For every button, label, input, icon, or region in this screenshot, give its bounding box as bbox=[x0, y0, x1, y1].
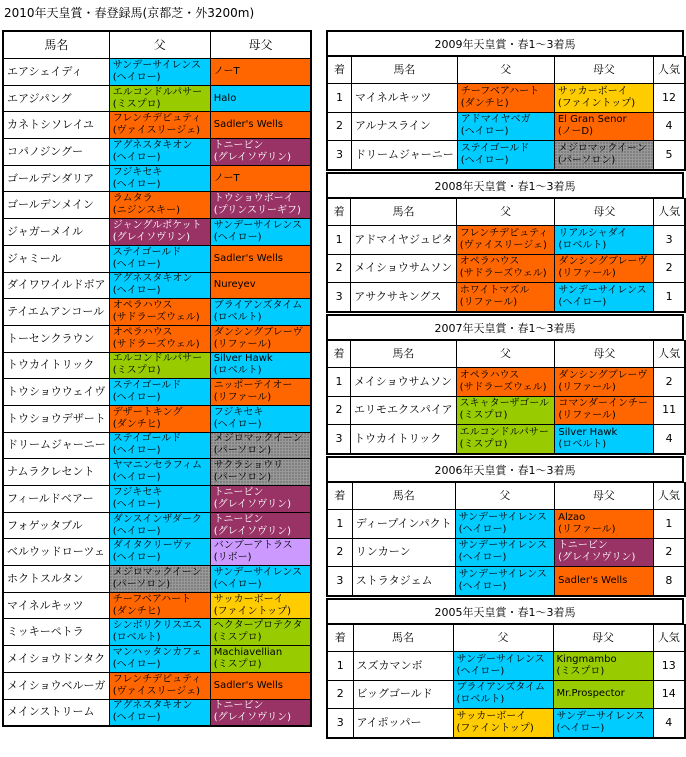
popularity-cell: 2 bbox=[654, 254, 685, 283]
table-row bbox=[3, 59, 311, 86]
horse-name: リンカーン bbox=[352, 538, 455, 567]
horse-header: 馬名 bbox=[352, 483, 455, 510]
table-row bbox=[3, 512, 311, 539]
table-row bbox=[327, 652, 685, 681]
sire-cell: スキャターザゴール (ミスプロ) bbox=[456, 396, 555, 425]
damsire-cell: ノーT bbox=[210, 59, 311, 86]
damsire-cell: サッカーボーイ (ファイントップ) bbox=[554, 84, 653, 113]
year-title: 2009年天皇賞・春1～3着馬 bbox=[326, 30, 684, 56]
horse-name: ビッグゴールド bbox=[353, 680, 453, 709]
damsire-cell: サンデーサイレンス (ヘイロー) bbox=[210, 219, 311, 246]
horse-name: マイネルキッツ bbox=[351, 84, 457, 113]
year-title: 2008年天皇賞・春1～3着馬 bbox=[326, 172, 684, 198]
table-row bbox=[3, 486, 311, 513]
sire-cell: シンボリクリスエス (ロベルト) bbox=[109, 619, 210, 646]
rank-cell: 1 bbox=[327, 652, 353, 681]
horse-name: フィールドベアー bbox=[3, 486, 109, 513]
table-row bbox=[327, 709, 685, 738]
rank-cell: 3 bbox=[327, 709, 353, 738]
sire-cell: デザートキング (ダンチヒ) bbox=[109, 405, 210, 432]
horse-header: 馬名 bbox=[353, 625, 453, 652]
table-row bbox=[3, 459, 311, 486]
popularity-cell: 5 bbox=[653, 141, 685, 170]
horse-name: ゴールデンメイン bbox=[3, 192, 109, 219]
sire-cell: フレンチデピュティ (ヴァイスリージェ) bbox=[456, 226, 555, 255]
table-row bbox=[3, 566, 311, 593]
popularity-cell: 13 bbox=[653, 652, 685, 681]
damsire-cell: ヘクタープロテクタ (ミスプロ) bbox=[210, 619, 311, 646]
rank-cell: 3 bbox=[327, 283, 351, 312]
table-row bbox=[3, 352, 311, 379]
horse-name: メイショウドンタク bbox=[3, 646, 109, 673]
damsire-header: 母父 bbox=[554, 57, 653, 84]
sire-cell: ステイゴールド (ヘイロー) bbox=[457, 141, 554, 170]
damsire-header: 母父 bbox=[555, 483, 654, 510]
sire-header: 父 bbox=[455, 483, 555, 510]
popularity-cell: 8 bbox=[653, 567, 685, 596]
horse-name: ドリームジャーニー bbox=[351, 141, 457, 170]
table-row bbox=[3, 432, 311, 459]
rank-header: 着 bbox=[327, 57, 351, 84]
damsire-cell: トニービン (グレイソヴリン) bbox=[210, 512, 311, 539]
popularity-cell: 1 bbox=[654, 283, 685, 312]
sire-header: 父 bbox=[453, 625, 553, 652]
year-results-table bbox=[326, 482, 686, 597]
popularity-cell: 1 bbox=[653, 510, 685, 539]
table-row bbox=[327, 396, 685, 425]
horse-name: ナムラクレセント bbox=[3, 459, 109, 486]
sire-cell: アグネスタキオン (ヘイロー) bbox=[109, 139, 210, 166]
table-row bbox=[3, 272, 311, 299]
horse-name: ディープインパクト bbox=[352, 510, 455, 539]
damsire-cell: Machiavellian (ミスプロ) bbox=[210, 646, 311, 673]
horse-name: フォゲッタブル bbox=[3, 512, 109, 539]
damsire-cell: Nureyev bbox=[210, 272, 311, 299]
horse-name: コパノジングー bbox=[3, 139, 109, 166]
damsire-cell: トウショウボーイ (プリンスリーギフ) bbox=[210, 192, 311, 219]
sire-cell: サンデーサイレンス (ヘイロー) bbox=[455, 567, 555, 596]
horse-name: ストラタジェム bbox=[352, 567, 455, 596]
horse-name: ドリームジャーニー bbox=[3, 432, 109, 459]
sire-cell: ステイゴールド (ヘイロー) bbox=[109, 432, 210, 459]
sire-header: 父 bbox=[456, 199, 555, 226]
damsire-cell: Sadler's Wells bbox=[210, 112, 311, 139]
damsire-cell: Sadler's Wells bbox=[555, 567, 654, 596]
sire-cell: フジキセキ (ヘイロー) bbox=[109, 486, 210, 513]
horse-header: 馬名 bbox=[351, 341, 457, 368]
table-row bbox=[3, 325, 311, 352]
horse-name: テイエムアンコール bbox=[3, 299, 109, 326]
sire-cell: サンデーサイレンス (ヘイロー) bbox=[453, 652, 553, 681]
year-results-table bbox=[326, 340, 686, 455]
horse-name: メイショウサムソン bbox=[351, 368, 457, 397]
horse-name: トーセンクラウン bbox=[3, 325, 109, 352]
horse-name: メイショウベルーガ bbox=[3, 672, 109, 699]
sire-cell: ホワイトマズル (リファール) bbox=[456, 283, 555, 312]
horse-name: トウショウウェイヴ bbox=[3, 379, 109, 406]
horse-name: メイショウサムソン bbox=[351, 254, 456, 283]
horse-name: トウショウデザート bbox=[3, 405, 109, 432]
damsire-cell: Halo bbox=[210, 85, 311, 112]
table-row bbox=[327, 567, 685, 596]
table-row bbox=[3, 379, 311, 406]
table-row bbox=[3, 85, 311, 112]
table-row bbox=[3, 219, 311, 246]
table-row bbox=[327, 141, 685, 170]
table-row bbox=[327, 283, 685, 312]
damsire-cell: Mr.Prospector bbox=[553, 680, 653, 709]
horse-name: ジャガーメイル bbox=[3, 219, 109, 246]
table-row bbox=[327, 425, 685, 454]
table-row bbox=[327, 680, 685, 709]
results-header-row bbox=[327, 57, 685, 84]
rank-cell: 1 bbox=[327, 84, 351, 113]
sire-cell: サンデーサイレンス (ヘイロー) bbox=[455, 510, 555, 539]
horse-name: アルナスライン bbox=[351, 112, 457, 141]
damsire-cell: サクラショウリ (パーソロン) bbox=[210, 459, 311, 486]
header-damsire: 母父 bbox=[210, 31, 311, 59]
popularity-cell: 4 bbox=[653, 112, 685, 141]
rank-cell: 2 bbox=[327, 538, 352, 567]
damsire-header: 母父 bbox=[555, 199, 654, 226]
popularity-header: 人気 bbox=[653, 625, 685, 652]
horse-name: エアシェイディ bbox=[3, 59, 109, 86]
horse-name: ダイワワイルドボア bbox=[3, 272, 109, 299]
table-row bbox=[3, 672, 311, 699]
damsire-cell: コマンダーインチー (リファール) bbox=[555, 396, 654, 425]
rank-header: 着 bbox=[327, 199, 351, 226]
damsire-cell: Silver Hawk (ロベルト) bbox=[555, 425, 654, 454]
damsire-cell: Kingmambo (ミスプロ) bbox=[553, 652, 653, 681]
sire-cell: サッカーボーイ (ファイントップ) bbox=[453, 709, 553, 738]
damsire-cell: ノーT bbox=[210, 165, 311, 192]
horse-name: ベルウッドローツェ bbox=[3, 539, 109, 566]
horse-header: 馬名 bbox=[351, 199, 456, 226]
horse-name: マイネルキッツ bbox=[3, 592, 109, 619]
rank-cell: 1 bbox=[327, 510, 352, 539]
sire-cell: オペラハウス (サドラーズウェル) bbox=[109, 299, 210, 326]
sire-cell: ラムタラ (ニジンスキー) bbox=[109, 192, 210, 219]
damsire-cell: ダンシングブレーヴ (リファール) bbox=[555, 368, 654, 397]
sire-cell: フジキセキ (ヘイロー) bbox=[109, 165, 210, 192]
sire-cell: エルコンドルパサー (ミスプロ) bbox=[456, 425, 555, 454]
damsire-header: 母父 bbox=[555, 341, 654, 368]
horse-name: アドマイヤジュピタ bbox=[351, 226, 456, 255]
horse-name: カネトシソレイユ bbox=[3, 112, 109, 139]
year-title: 2005年天皇賞・春1～3着馬 bbox=[326, 598, 684, 624]
damsire-cell: El Gran Senor (ノーD) bbox=[554, 112, 653, 141]
horse-name: メインストリーム bbox=[3, 699, 109, 726]
sire-cell: アグネスタキオン (ヘイロー) bbox=[109, 272, 210, 299]
popularity-cell: 11 bbox=[654, 396, 685, 425]
rank-cell: 2 bbox=[327, 112, 351, 141]
damsire-cell: サンデーサイレンス (ヘイロー) bbox=[553, 709, 653, 738]
sire-cell: チーフベアハート (ダンチヒ) bbox=[457, 84, 554, 113]
horse-name: ゴールデンダリア bbox=[3, 165, 109, 192]
damsire-cell: メジロマックイーン (パーソロン) bbox=[210, 432, 311, 459]
results-header-row bbox=[327, 341, 685, 368]
damsire-cell: Alzao (リファール) bbox=[555, 510, 654, 539]
year-results-block bbox=[326, 314, 686, 455]
table-row bbox=[3, 646, 311, 673]
horse-name: アサクサキングス bbox=[351, 283, 456, 312]
sire-cell: サンデーサイレンス (ヘイロー) bbox=[455, 538, 555, 567]
table-row bbox=[3, 299, 311, 326]
sire-cell: マンハッタンカフェ (ヘイロー) bbox=[109, 646, 210, 673]
damsire-cell: Silver Hawk (ロベルト) bbox=[210, 352, 311, 379]
horse-header: 馬名 bbox=[351, 57, 457, 84]
damsire-cell: サンデーサイレンス (ヘイロー) bbox=[210, 566, 311, 593]
rank-header: 着 bbox=[327, 341, 351, 368]
table-row bbox=[327, 254, 685, 283]
sire-cell: オペラハウス (サドラーズウェル) bbox=[456, 368, 555, 397]
sire-header: 父 bbox=[456, 341, 555, 368]
sire-header: 父 bbox=[457, 57, 554, 84]
results-header-row bbox=[327, 483, 685, 510]
sire-cell: ヤマニンセラフィム (ヘイロー) bbox=[109, 459, 210, 486]
popularity-cell: 2 bbox=[653, 538, 685, 567]
table-row bbox=[3, 699, 311, 726]
year-results-table bbox=[326, 56, 686, 171]
damsire-cell: フジキセキ (ヘイロー) bbox=[210, 405, 311, 432]
horse-name: エアジパング bbox=[3, 85, 109, 112]
damsire-header: 母父 bbox=[553, 625, 653, 652]
year-results-block bbox=[326, 456, 686, 597]
damsire-cell: トニービン (グレイソヴリン) bbox=[210, 139, 311, 166]
header-sire: 父 bbox=[109, 31, 210, 59]
damsire-cell: サンデーサイレンス (ヘイロー) bbox=[555, 283, 654, 312]
sire-cell: フレンチデピュティ (ヴァイスリージェ) bbox=[109, 112, 210, 139]
damsire-cell: サッカーボーイ (ファイントップ) bbox=[210, 592, 311, 619]
popularity-cell: 14 bbox=[653, 680, 685, 709]
popularity-cell: 12 bbox=[653, 84, 685, 113]
popularity-header: 人気 bbox=[654, 199, 685, 226]
sire-cell: メジロマックイーン (パーソロン) bbox=[109, 566, 210, 593]
popularity-cell: 4 bbox=[653, 709, 685, 738]
table-row bbox=[3, 112, 311, 139]
sire-cell: オペラハウス (サドラーズウェル) bbox=[109, 325, 210, 352]
rank-cell: 2 bbox=[327, 680, 353, 709]
rank-cell: 2 bbox=[327, 396, 351, 425]
sire-cell: エルコンドルパサー (ミスプロ) bbox=[109, 352, 210, 379]
damsire-cell: トニービン (グレイソヴリン) bbox=[555, 538, 654, 567]
horse-name: ホクトスルタン bbox=[3, 566, 109, 593]
year-results-table bbox=[326, 198, 686, 313]
damsire-cell: バンブーアトラス (リボー) bbox=[210, 539, 311, 566]
sire-cell: エルコンドルパサー (ミスプロ) bbox=[109, 85, 210, 112]
sire-cell: ステイゴールド (ヘイロー) bbox=[109, 245, 210, 272]
table-row bbox=[3, 139, 311, 166]
table-row bbox=[3, 405, 311, 432]
horse-name: ジャミール bbox=[3, 245, 109, 272]
year-title: 2007年天皇賞・春1～3着馬 bbox=[326, 314, 684, 340]
header-horse: 馬名 bbox=[3, 31, 109, 59]
horse-name: アイポッパー bbox=[353, 709, 453, 738]
table-row bbox=[3, 165, 311, 192]
table-row bbox=[3, 539, 311, 566]
popularity-header: 人気 bbox=[653, 57, 685, 84]
table-row bbox=[3, 619, 311, 646]
year-results-block bbox=[326, 172, 686, 313]
sire-cell: ダイタクリーヴァ (ヘイロー) bbox=[109, 539, 210, 566]
year-results-block bbox=[326, 30, 686, 171]
horse-name: スズカマンボ bbox=[353, 652, 453, 681]
sire-cell: アドマイヤベガ (ヘイロー) bbox=[457, 112, 554, 141]
damsire-cell: リアルシャダイ (ロベルト) bbox=[555, 226, 654, 255]
rank-header: 着 bbox=[327, 625, 353, 652]
year-results-block bbox=[326, 598, 686, 739]
popularity-header: 人気 bbox=[654, 341, 685, 368]
damsire-cell: トニービン (グレイソヴリン) bbox=[210, 486, 311, 513]
sire-cell: サンデーサイレンス (ヘイロー) bbox=[109, 59, 210, 86]
rank-header: 着 bbox=[327, 483, 352, 510]
damsire-cell: Sadler's Wells bbox=[210, 672, 311, 699]
horse-name: エリモエクスパイア bbox=[351, 396, 457, 425]
year-results-table bbox=[326, 624, 686, 739]
results-header-row bbox=[327, 625, 685, 652]
sire-cell: ジャングルポケット (グレイソヴリン) bbox=[109, 219, 210, 246]
table-row bbox=[3, 245, 311, 272]
damsire-cell: ダンシングブレーヴ (リファール) bbox=[210, 325, 311, 352]
sire-cell: オペラハウス (サドラーズウェル) bbox=[456, 254, 555, 283]
rank-cell: 2 bbox=[327, 254, 351, 283]
rank-cell: 3 bbox=[327, 141, 351, 170]
popularity-cell: 2 bbox=[654, 368, 685, 397]
table-row bbox=[327, 510, 685, 539]
rank-cell: 1 bbox=[327, 226, 351, 255]
damsire-cell: トニービン (グレイソヴリン) bbox=[210, 699, 311, 726]
table-row bbox=[327, 112, 685, 141]
horse-name: ミッキーペトラ bbox=[3, 619, 109, 646]
damsire-cell: ブライアンズタイム (ロベルト) bbox=[210, 299, 311, 326]
damsire-cell: ニッポーテイオー (リファール) bbox=[210, 379, 311, 406]
popularity-cell: 3 bbox=[654, 226, 685, 255]
table-row bbox=[3, 192, 311, 219]
sire-cell: フレンチデピュティ (ヴァイスリージェ) bbox=[109, 672, 210, 699]
popularity-header: 人気 bbox=[653, 483, 685, 510]
year-title: 2006年天皇賞・春1～3着馬 bbox=[326, 456, 684, 482]
rank-cell: 1 bbox=[327, 368, 351, 397]
table-row bbox=[327, 226, 685, 255]
table-row bbox=[327, 368, 685, 397]
damsire-cell: Sadler's Wells bbox=[210, 245, 311, 272]
horse-name: トウカイトリック bbox=[351, 425, 457, 454]
popularity-cell: 4 bbox=[654, 425, 685, 454]
damsire-cell: ダンシングブレーヴ (リファール) bbox=[555, 254, 654, 283]
damsire-cell: メジロマックイーン (パーソロン) bbox=[554, 141, 653, 170]
page-title: 2010年天皇賞・春登録馬(京都芝・外3200m) bbox=[4, 6, 255, 20]
table-row bbox=[327, 84, 685, 113]
left-header-row bbox=[3, 31, 311, 59]
table-row bbox=[327, 538, 685, 567]
sire-cell: ダンスインザダーク (ヘイロー) bbox=[109, 512, 210, 539]
table-row bbox=[3, 592, 311, 619]
sire-cell: ステイゴールド (ヘイロー) bbox=[109, 379, 210, 406]
registered-horses-table bbox=[2, 30, 312, 727]
results-header-row bbox=[327, 199, 685, 226]
sire-cell: ブライアンズタイム (ロベルト) bbox=[453, 680, 553, 709]
sire-cell: アグネスタキオン (ヘイロー) bbox=[109, 699, 210, 726]
rank-cell: 3 bbox=[327, 567, 352, 596]
sire-cell: チーフベアハート (ダンチヒ) bbox=[109, 592, 210, 619]
rank-cell: 3 bbox=[327, 425, 351, 454]
horse-name: トウカイトリック bbox=[3, 352, 109, 379]
